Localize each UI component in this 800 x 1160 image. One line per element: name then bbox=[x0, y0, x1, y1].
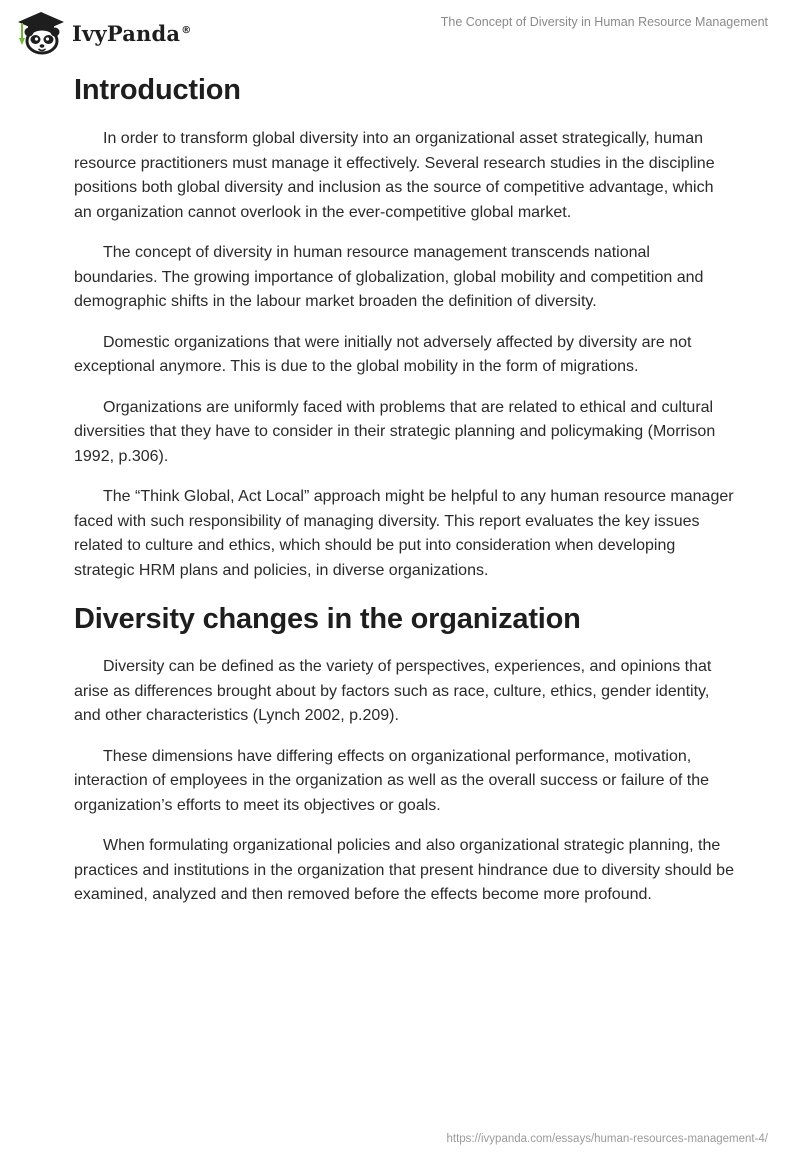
paragraph: Organizations are uniformly faced with problems that are related to ethical and cultural diversities that they have to consider in their strategic planning and policymaking (Morrison 1992, p.306). bbox=[74, 398, 716, 465]
section-introduction bbox=[74, 70, 734, 583]
document-title: The Concept of Diversity in Human Resource Management bbox=[440, 15, 768, 29]
panda-graduation-cap-icon bbox=[14, 8, 68, 56]
paragraph: Diversity can be defined as the variety of perspectives, experiences, and opinions that arise as differences brought about by factors such as race, culture, ethics, gender identity, and other characteristics (Lynch 2002, p.209). bbox=[74, 658, 712, 724]
paragraph: When formulating organizational policies and also organizational strategic planning, the practices and institutions in the organization that present hindrance due to diversity should be examined, analyzed and then removed before the effects become more profound. bbox=[74, 837, 734, 903]
paragraph: The “Think Global, Act Local” approach might be helpful to any human resource manager faced with such responsibility of managing diversity. This report evaluates the key issues related to culture and ethics, which should be put into consideration when developing strategic HRM plans and policies, in diverse organizations. bbox=[74, 488, 734, 579]
ivypanda-logo[interactable] bbox=[14, 8, 191, 56]
paragraph: The concept of diversity in human resource management transcends national boundaries. The growing importance of globalization, global mobility and competition and demographic shifts in the labour market broaden the definition of diversity. bbox=[74, 244, 704, 310]
section-diversity-changes bbox=[74, 599, 734, 908]
page-footer bbox=[446, 1133, 768, 1145]
section-heading-introduction: Introduction bbox=[74, 74, 241, 106]
registered-mark: ® bbox=[181, 24, 192, 36]
brand-name: IvyPanda® bbox=[72, 20, 192, 46]
paragraph: In order to transform global diversity into an organizational asset strategically, human resource practitioners must manage it effectively. Several research studies in the discipline positions both global diversity and inclusion as the source of competitive advantage, which an organization cannot overlook in the ever-competitive global market. bbox=[74, 130, 715, 221]
page-header bbox=[0, 0, 800, 70]
essay-content bbox=[74, 70, 734, 924]
paragraph: Domestic organizations that were initially not adversely affected by diversity are not exceptional anymore. This is due to the global mobility in the form of migrations. bbox=[74, 333, 692, 375]
paragraph: These dimensions have differing effects on organizational performance, motivation, interaction of employees in the organization as well as the overall success or failure of the organization’s efforts to meet its objectives or goals. bbox=[74, 747, 710, 814]
section-heading-diversity-changes: Diversity changes in the organization bbox=[74, 603, 581, 635]
source-url[interactable]: https://ivypanda.com/essays/human-resources-management-4/ bbox=[446, 1133, 768, 1145]
